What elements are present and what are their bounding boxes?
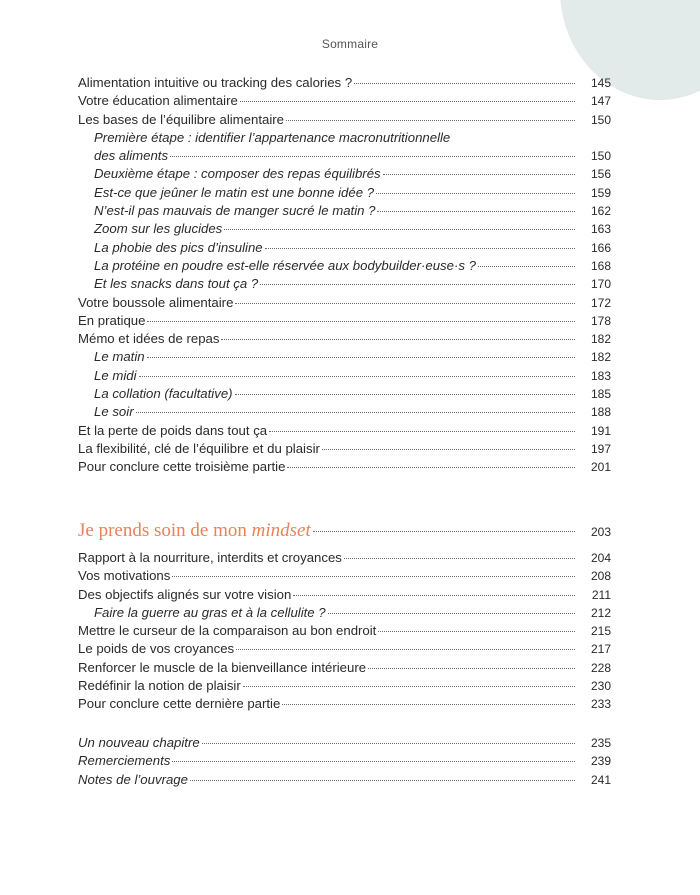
part-title-entry[interactable]	[78, 517, 611, 545]
toc-entry-remerciements[interactable]	[78, 752, 611, 770]
entry-title: Mettre le curseur de la comparaison au bon endroit	[78, 623, 377, 639]
entry-title: Les bases de l’équilibre alimentaire	[78, 111, 284, 127]
entry-title: Un nouveau chapitre	[78, 735, 200, 750]
entry-title: Faire la guerre au gras et à la cellulite ?	[94, 604, 326, 620]
dot-leader	[236, 649, 575, 650]
entry-title: Le matin	[94, 349, 145, 365]
page-number: 239	[590, 754, 611, 769]
entry-title: Redéfinir la notion de plaisir	[78, 678, 241, 694]
toc-entry-rapport-a-la-nourriture-interdits-et-cro[interactable]	[78, 549, 611, 567]
dot-leader	[322, 449, 575, 450]
toc-entry-le-matin[interactable]	[78, 348, 611, 366]
toc-entry-le-midi[interactable]	[78, 367, 611, 385]
toc-entry-zoom-sur-les-glucides[interactable]	[78, 220, 611, 238]
dot-leader	[313, 531, 575, 532]
entry-title: En pratique	[78, 312, 146, 328]
page-number: 230	[590, 679, 611, 694]
entry-title: des aliments	[94, 148, 169, 164]
toc-entry-les-bases-de-l-equilibre-alimentaire[interactable]	[78, 111, 611, 129]
entry-title: Mémo et idées de repas	[78, 331, 220, 347]
toc-entry-la-proteine-en-poudre-est-elle-reservee-[interactable]	[78, 257, 611, 275]
toc-section-mindset	[78, 549, 611, 714]
toc-entry-deuxieme-etape-composer-des-repas-equili[interactable]	[78, 165, 611, 183]
page-number: 166	[590, 240, 611, 255]
toc-entry-la-flexibilite-cle-de-l-equilibre-et-du-[interactable]	[78, 440, 611, 458]
page-number: 235	[590, 736, 611, 750]
toc-entry-un-nouveau-chapitre[interactable]	[78, 734, 611, 752]
toc-section-end-matter	[78, 734, 611, 789]
dot-leader	[243, 686, 575, 687]
toc-entry-vos-motivations[interactable]	[78, 567, 611, 585]
page-number: 178	[590, 313, 611, 328]
toc-entry-des-objectifs-alignes-sur-votre-vision[interactable]	[78, 586, 611, 604]
toc-entry-et-la-perte-de-poids-dans-tout-ca[interactable]	[78, 422, 611, 440]
page-number: 201	[590, 460, 611, 475]
dot-leader	[293, 595, 575, 596]
toc-entry-le-poids-de-vos-croyances[interactable]	[78, 640, 611, 658]
page-number: 172	[590, 295, 611, 310]
page-number: 228	[590, 660, 611, 675]
toc-entry-la-collation-facultative[interactable]	[78, 385, 611, 403]
page-number: 203	[590, 525, 611, 539]
dot-leader	[265, 248, 575, 249]
running-title: Sommaire	[321, 37, 379, 51]
page-number: 233	[590, 697, 611, 712]
toc-entry-notes-de-l-ouvrage[interactable]	[78, 771, 611, 789]
page-number: 191	[590, 423, 611, 438]
dot-leader	[287, 467, 575, 468]
dot-leader	[328, 613, 575, 614]
page-number: 211	[591, 587, 611, 602]
dot-leader	[368, 668, 575, 669]
page-number: 168	[590, 258, 611, 273]
toc-entry-redefinir-la-notion-de-plaisir[interactable]	[78, 677, 611, 695]
entry-title: La flexibilité, clé de l’équilibre et du plaisir	[78, 440, 320, 456]
entry-title: Votre boussole alimentaire	[78, 294, 234, 310]
dot-leader	[170, 156, 575, 157]
toc-entry-mettre-le-curseur-de-la-comparaison-au-b[interactable]	[78, 622, 611, 640]
toc-entry-votre-boussole-alimentaire[interactable]	[78, 294, 611, 312]
dot-leader	[172, 576, 575, 577]
page-number: 150	[590, 112, 611, 127]
entry-title: Alimentation intuitive ou tracking des calories ?	[78, 75, 353, 90]
dot-leader	[221, 339, 575, 340]
page-number: 170	[590, 277, 611, 292]
page-number: 182	[590, 350, 611, 365]
dot-leader	[139, 376, 575, 377]
toc-entry-en-pratique[interactable]	[78, 312, 611, 330]
dot-leader	[378, 631, 575, 632]
dot-leader	[260, 284, 575, 285]
toc-entry-et-les-snacks-dans-tout-ca[interactable]	[78, 275, 611, 293]
toc-section-nutrition	[78, 74, 611, 477]
page-number: 212	[590, 605, 611, 620]
dot-leader	[354, 83, 575, 84]
toc-part-heading	[78, 517, 611, 551]
toc-entry-renforcer-le-muscle-de-la-bienveillance-[interactable]	[78, 659, 611, 677]
page-number: 185	[590, 387, 611, 402]
entry-title: N’est-il pas mauvais de manger sucré le matin ?	[94, 203, 376, 219]
page-number: 163	[590, 222, 611, 237]
entry-title: Est-ce que jeûner le matin est une bonne idée ?	[94, 184, 375, 200]
dot-leader	[172, 761, 575, 762]
dot-leader	[235, 394, 575, 395]
dot-leader	[136, 412, 575, 413]
page-number: 150	[590, 149, 611, 164]
page-number: 147	[590, 94, 611, 109]
toc-entry-pour-conclure-cette-troisieme-partie[interactable]	[78, 458, 611, 476]
dot-leader	[269, 431, 575, 432]
entry-title: Des objectifs alignés sur votre vision	[78, 586, 292, 602]
page-number: 215	[590, 624, 611, 639]
page-number: 197	[590, 441, 611, 456]
entry-title: La protéine en poudre est-elle réservée aux bodybuilder·euse·s ?	[94, 257, 476, 273]
toc-entry-des-aliments[interactable]	[78, 147, 611, 165]
dot-leader	[190, 780, 575, 781]
entry-title: Remerciements	[78, 753, 171, 769]
dot-leader	[286, 120, 575, 121]
entry-title: Le soir	[94, 404, 134, 420]
entry-title: Et la perte de poids dans tout ça	[78, 422, 268, 438]
page-number: 156	[590, 167, 611, 182]
entry-title: Deuxième étape : composer des repas équilibrés	[94, 166, 381, 182]
page-number: 204	[590, 551, 611, 565]
entry-title: Renforcer le muscle de la bienveillance intérieure	[78, 659, 367, 675]
dot-leader	[383, 174, 575, 175]
dot-leader	[224, 229, 575, 230]
entry-title: La phobie des pics d’insuline	[94, 239, 263, 255]
dot-leader	[147, 357, 575, 358]
part-title	[78, 517, 311, 545]
page-number: 182	[590, 332, 611, 347]
entry-title: Notes de l’ouvrage	[78, 771, 188, 787]
dot-leader	[377, 211, 575, 212]
toc-entry-alimentation-intuitive-ou-tracking-des-c[interactable]	[78, 74, 611, 92]
part-title-prefix: Je prends soin de mon	[78, 520, 252, 541]
toc-entry-la-phobie-des-pics-d-insuline[interactable]	[78, 239, 611, 257]
entry-title: La collation (facultative)	[94, 386, 233, 402]
dot-leader	[478, 266, 575, 267]
entry-title: Rapport à la nourriture, interdits et croyances	[78, 550, 342, 565]
toc-entry-le-soir[interactable]	[78, 403, 611, 421]
page-number: 241	[590, 772, 611, 787]
part-title-emphasis: mindset	[251, 520, 311, 541]
toc-entry-faire-la-guerre-au-gras-et-a-la-cellulit[interactable]	[78, 604, 611, 622]
toc-entry-title-line1: Première étape : identifier l’appartenance macronutritionnelle	[94, 129, 451, 145]
dot-leader	[147, 321, 575, 322]
entry-title: Pour conclure cette dernière partie	[78, 696, 281, 712]
page-number: 145	[590, 76, 611, 90]
toc-entry-pour-conclure-cette-derniere-partie[interactable]	[78, 695, 611, 713]
toc-entry-memo-et-idees-de-repas[interactable]	[78, 330, 611, 348]
dot-leader	[344, 558, 575, 559]
page-number: 162	[590, 204, 611, 219]
toc-entry-votre-education-alimentaire[interactable]	[78, 92, 611, 110]
entry-title: Zoom sur les glucides	[94, 221, 223, 237]
entry-title: Le poids de vos croyances	[78, 641, 235, 657]
entry-title: Et les snacks dans tout ça ?	[94, 276, 259, 292]
dot-leader	[240, 101, 575, 102]
page-number: 183	[590, 368, 611, 383]
page-number: 217	[590, 642, 611, 657]
dot-leader	[235, 303, 575, 304]
dot-leader	[376, 193, 575, 194]
entry-title: Votre éducation alimentaire	[78, 93, 238, 109]
page-number: 159	[590, 185, 611, 200]
dot-leader	[282, 704, 575, 705]
entry-title: Vos motivations	[78, 568, 171, 584]
toc-entry-est-ce-que-jeuner-le-matin-est-une-bonne[interactable]	[78, 184, 611, 202]
entry-title: Le midi	[94, 367, 137, 383]
page-number: 188	[590, 405, 611, 420]
dot-leader	[202, 743, 575, 744]
toc-entry-n-est-il-pas-mauvais-de-manger-sucre-le-[interactable]	[78, 202, 611, 220]
entry-title: Pour conclure cette troisième partie	[78, 459, 286, 475]
page-number: 208	[590, 569, 611, 584]
